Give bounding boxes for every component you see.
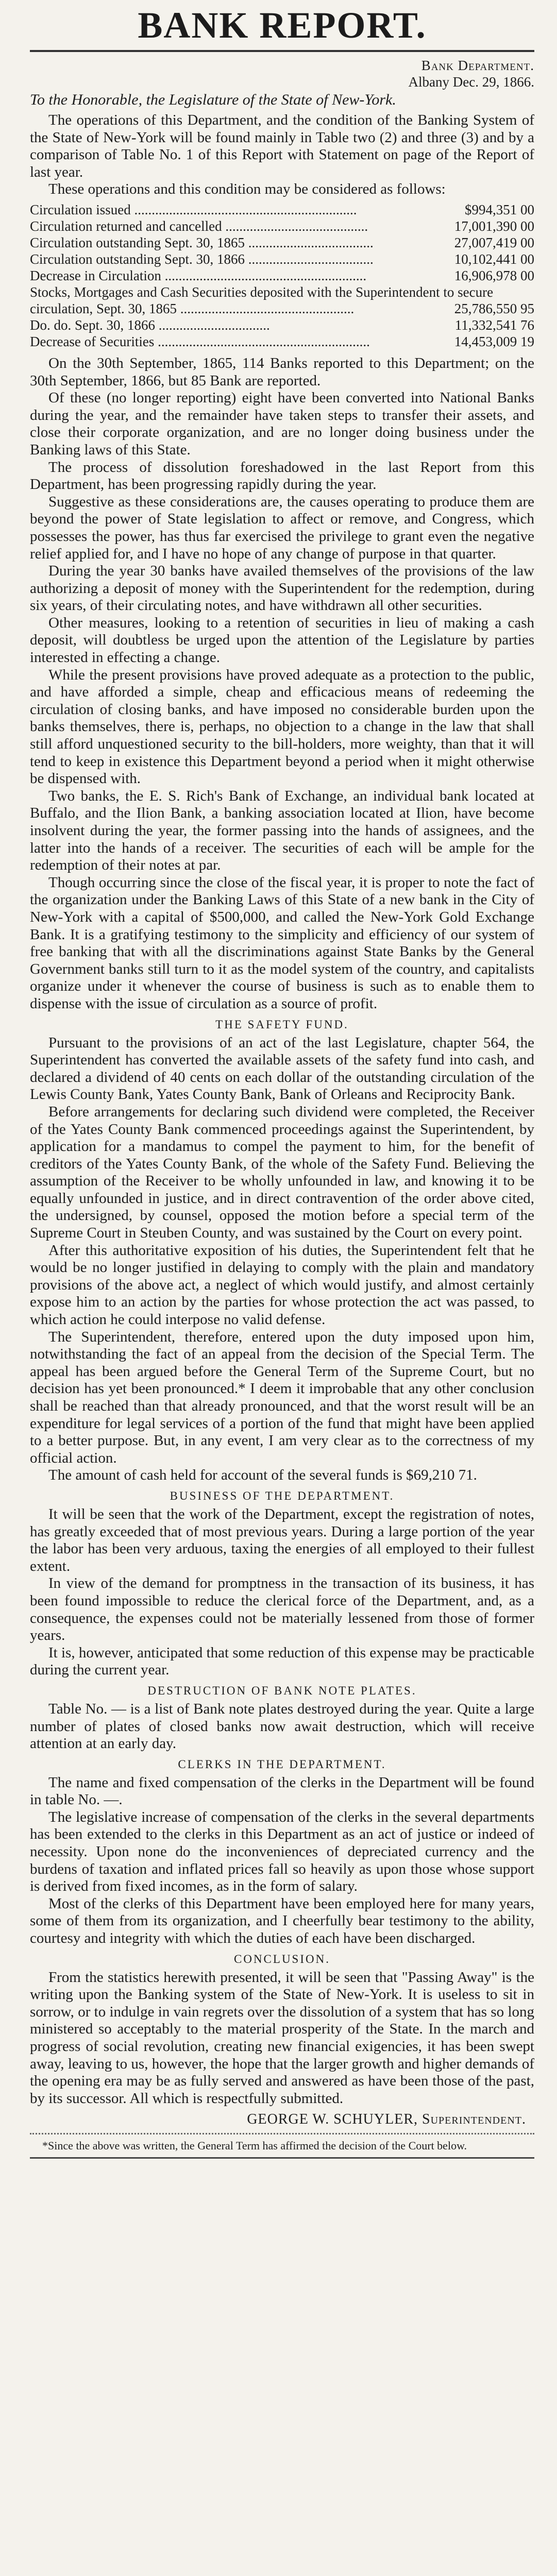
salutation: To the Honorable, the Legislature of the State of New-York. [30,91,396,108]
divider [30,2132,534,2134]
ledger-label: Decrease of Securities ............................................................. [30,333,370,349]
ledger-label: circulation, Sept. 30, 1865 .................................................. [30,300,355,316]
plates-paragraph: Table No. — is a list of Bank note plates destroyed during the year. Quite a large number of plates of closed banks now await destruction, which will receive attention at an early day. [30,1700,534,1752]
ledger-row [30,317,534,333]
ledger-label: Circulation issued ................................................................ [30,201,357,217]
conclusion-heading: CONCLUSION. [234,1952,330,1965]
safety-paragraph: The amount of cash held for account of the several funds is $69,210 71. [48,1467,477,1484]
body-paragraph: During the year 30 banks have availed themselves of the provisions of the law authorizing a deposit of money with the Superintendent for the redemption, during six years, of their circulating notes, and have withdrawn all other securities. [30,563,534,614]
ledger-row [30,300,534,317]
business-paragraph: In view of the demand for promptness in the transaction of its business, it has been found impossible to reduce the clerical force of the Department, and, as a consequence, the expenses could not be materially lessened from those of former years. [30,1575,534,1644]
ledger-amount: $994,351 00 [465,201,534,217]
body-paragraph: Other measures, looking to a retention of securities in lieu of making a cash deposit, will doubtless be urged upon the attention of the Legislature by parties interested in effecting a change. [30,614,534,666]
signature: GEORGE W. SCHUYLER, Superintendent. [247,2111,526,2128]
clerks-heading: CLERKS IN THE DEPARTMENT. [178,1757,386,1771]
clerks-paragraph: Most of the clerks of this Department have been employed here for many years, some of them from its organization, and I cheerfully bear testimony to the ability, courtesy and integrity with which the duties of each have been discharged. [30,1895,534,1947]
safety-paragraph: After this authoritative exposition of his duties, the Superintendent felt that he would be no longer justified in delaying to comply with the plain and mandatory provisions of the above act, a neglect of which would justify, and almost certainly expose him to an action by the parties for whose protection the act was passed, to which action he could interpose no valid defense. [30,1242,534,1328]
report-title: BANK REPORT. [138,5,427,46]
business-paragraph: It will be seen that the work of the Department, except the registration of notes, has greatly exceeded that of most previous years. During a large portion of the year the labor has been very arduous, taxing the energies of all employed to their fullest extent. [30,1505,534,1574]
ledger-amount: 14,453,009 19 [454,333,534,349]
intro-paragraph: These operations and this condition may be considered as follows: [48,181,446,198]
ledger-amount: 27,007,419 00 [454,234,534,250]
ledger-label: Stocks, Mortgages and Cash Securities deposited with the Superintendent to secure [30,284,494,300]
business-paragraph: It is, however, anticipated that some reduction of this expense may be practicable during the current year. [30,1644,534,1679]
department-name: Bank Department. [421,58,534,73]
ledger-label: Decrease in Circulation .......................................................... [30,267,367,283]
ledger-row [30,234,534,251]
ledger-label: Circulation returned and cancelled ......................................... [30,218,368,234]
ledger-amount: 17,001,390 00 [454,218,534,234]
bottom-rule [30,2157,534,2159]
business-heading: BUSINESS OF THE DEPARTMENT. [170,1489,395,1502]
department-line [30,57,534,74]
circulation-ledger [30,201,534,350]
ledger-label: Circulation outstanding Sept. 30, 1866 .................................... [30,251,374,267]
dateline: Albany Dec. 29, 1866. [408,74,534,90]
body-paragraph: While the present provisions have proved adequate as a protection to the public, and have afforded a simple, cheap and efficacious means of redeeming the circulation of closing banks, and have imposed no considerable burden upon the banks themselves, there is, perhaps, no objection to a change in the law that shall still afford unquestioned security to the bill-holders, more weighty, than that it will tend to keep in existence this Department beyond a period when it might otherwise be dispensed with. [30,666,534,787]
plates-heading: DESTRUCTION OF BANK NOTE PLATES. [147,1684,417,1697]
intro-paragraph: The operations of this Department, and the condition of the Banking System of the State of New-York will be found mainly in Table two (2) and three (3) and by a comparison of Table No. 1 of this Report with Statement on page of the Report of last year. [30,112,534,180]
clerks-paragraph: The legislative increase of compensation of the clerks in the several departments has been extended to the clerks in this Department as an act of justice or indeed of necessity. Upon none do the inconveniences of depreciated currency and the burdens of taxation and inflated prices fall so heavily as upon those whose support is derived from fixed incomes, as in the form of salary. [30,1808,534,1895]
ledger-row [30,284,534,300]
ledger-amount: 25,786,550 95 [454,300,534,316]
safety-paragraph: The Superintendent, therefore, entered upon the duty imposed upon him, notwithstanding the fact of an appeal from the decision of the Special Term. The appeal has been argued before the General Term of the Supreme Court, but no decision has yet been pronounced.* I deem it improbable that any other conclusion shall be reached than that already pronounced, and that the worst result will be an expenditure for legal services of a portion of the fund that might have been applied to a better purpose. But, in any event, I am very clear as to the correctness of my official action. [30,1328,534,1466]
intro-section [30,112,534,198]
body-paragraph: On the 30th September, 1865, 114 Banks reported to this Department; on the 30th September, 1866, but 85 Bank are reported. [30,354,534,389]
safety-fund-heading: THE SAFETY FUND. [215,1018,349,1031]
body-section [30,355,534,1013]
footnote: *Since the above was written, the General Term has affirmed the decision of the Court below. [42,2139,467,2153]
ledger-row [30,218,534,234]
body-paragraph: Two banks, the E. S. Rich's Bank of Exchange, an individual bank located at Buffalo, and the Ilion Bank, a banking association located at Ilion, have become insolvent during the year, the former passing into the hands of assignees, and the latter into the hands of a receiver. The securities of each will be ample for the redemption of their notes at par. [30,787,534,874]
ledger-row [30,251,534,267]
ledger-amount: 10,102,441 00 [454,251,534,267]
conclusion-section [30,1969,534,2108]
body-paragraph: Though occurring since the close of the fiscal year, it is proper to note the fact of the organization under the Banking Laws of this State of a new bank in the City of New-York with a capital of $500,000, and called the New-York Gold Exchange Bank. It is a gratifying testimony to the simplicity and efficiency of our system of free banking that with all the discriminations against State Banks by the General Government banks still turn to it as the model system of the country, and capitalists organize under it whenever the course of business is such as to enable them to dispense with the issue of circulation as a source of profit. [30,874,534,1012]
business-section [30,1506,534,1679]
plates-section [30,1701,534,1753]
clerks-section [30,1774,534,1947]
title-rule [30,50,534,52]
ledger-amount: 16,906,978 00 [454,267,534,283]
ledger-row [30,333,534,350]
ledger-amount: 11,332,541 76 [454,317,534,333]
safety-fund-section [30,1035,534,1484]
conclusion-paragraph: From the statistics herewith presented, it will be seen that "Passing Away" is the writing upon the Banking system of the State of New-York. It is useless to sit in sorrow, or to indulge in vain regrets over the dissolution of a system that has so long ministered so acceptably to the material prosperity of the State. In the march and progress of social revolution, creating new financial exigencies, it has been swept away, leaving to us, however, the hope that the larger growth and higher demands of the opening era may be as fully served and answered as have been those of the past, by its successor. All which is respectfully submitted. [30,1969,534,2107]
body-paragraph: Suggestive as these considerations are, the causes operating to produce them are beyond the power of State legislation to affect or remove, and Congress, which possesses the power, has thus far exercised the privilege to grant even the negative relief applied for, and I have no hope of any change of purpose in that quarter. [30,493,534,562]
body-paragraph: Of these (no longer reporting) eight have been converted into National Banks during the year, and the remainder have taken steps to transfer their assets, and close their corporate organization, and are no longer doing business under the Banking laws of this State. [30,389,534,458]
body-paragraph: The process of dissolution foreshadowed in the last Report from this Department, has been progressing rapidly during the year. [30,459,534,493]
clerks-paragraph: The name and fixed compensation of the clerks in the Department will be found in table No. —. [30,1774,534,1808]
ledger-row [30,267,534,284]
ledger-label: Do. do. Sept. 30, 1866 ................................ [30,317,270,333]
safety-paragraph: Before arrangements for declaring such dividend were completed, the Receiver of the Yates County Bank commenced proceedings against the Superintendent, by application for a mandamus to compel the payment to him, for the benefit of creditors of the Yates County Bank, of the whole of the Safety Fund. Believing the assumption of the Receiver to be wholly unfounded in law, and knowing it to be equally unfounded in justice, and in direct contravention of the order above cited, the undersigned, by counsel, opposed the motion before a special term of the Supreme Court in Steuben County, and was sustained by the Court on every point. [30,1103,534,1242]
safety-paragraph: Pursuant to the provisions of an act of the last Legislature, chapter 564, the Superintendent has converted the available assets of the safety fund into cash, and declared a dividend of 40 cents on each dollar of the outstanding circulation of the Lewis County Bank, Yates County Bank, Bank of Orleans and Reciprocity Bank. [30,1034,534,1103]
ledger-row [30,201,534,218]
ledger-label: Circulation outstanding Sept. 30, 1865 .................................... [30,234,374,250]
